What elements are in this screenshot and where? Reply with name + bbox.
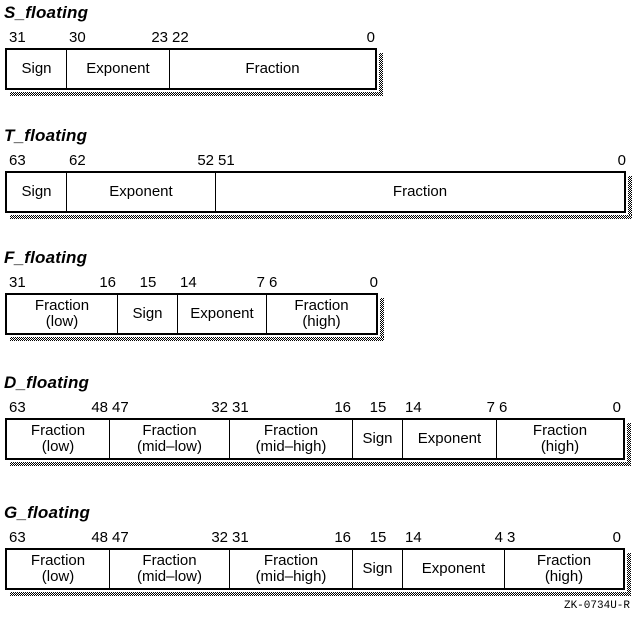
bit-number-label: 30 (69, 29, 86, 46)
bitfield-row (5, 293, 378, 335)
bitfield-box (5, 293, 378, 335)
field-label: Exponent (86, 60, 150, 77)
field-label: Exponent (421, 560, 486, 577)
field-label: Sign (362, 560, 393, 577)
box-shadow-right (628, 176, 632, 219)
bit-number-label: 15 (139, 274, 157, 291)
field-label: Fraction (536, 552, 592, 569)
bit-number-label: 15 (369, 399, 387, 416)
bit-number-label: 62 (69, 152, 86, 169)
bitfield-row (5, 418, 625, 460)
field-label: Fraction (245, 60, 300, 77)
field-cell-exponent (178, 295, 267, 333)
field-label: Exponent (109, 183, 173, 200)
field-label: Fraction (392, 183, 448, 200)
bit-number-label: 48 (91, 399, 108, 416)
bitfield-box (5, 48, 377, 90)
field-cell-fraction-low (7, 550, 110, 588)
box-shadow-bottom (10, 337, 384, 341)
bit-number-label: 0 (366, 29, 375, 46)
field-cell-fraction-mid-high (230, 420, 353, 458)
box-shadow-bottom (10, 92, 383, 96)
format-title: F_floating (4, 248, 88, 267)
bit-number-label: 6 (269, 274, 278, 291)
bit-number-label: 52 (197, 152, 214, 169)
field-label: Fraction (34, 297, 90, 314)
field-label: (high) (302, 313, 341, 330)
field-label: Exponent (190, 305, 254, 322)
bit-number-label: 48 (91, 529, 108, 546)
field-label: Exponent (417, 430, 482, 447)
field-label: Fraction (263, 422, 319, 439)
format-title: S_floating (4, 3, 89, 22)
field-label: (low) (41, 438, 75, 455)
bit-number-label: 63 (9, 529, 26, 546)
field-cell-fraction-high (497, 420, 623, 458)
bit-number-label: 14 (405, 399, 422, 416)
field-cell-sign (353, 550, 403, 588)
field-label: Fraction (142, 422, 197, 439)
box-shadow-right (379, 53, 383, 96)
bit-number-label: 47 (112, 529, 129, 546)
bit-number-label: 4 (494, 529, 503, 546)
bit-number-label: 63 (9, 152, 26, 169)
bit-number-label: 6 (499, 399, 508, 416)
box-shadow-bottom (10, 592, 631, 596)
bit-number-label: 15 (369, 529, 387, 546)
bit-number-label: 16 (99, 274, 116, 291)
box-shadow-bottom (10, 462, 631, 466)
bitfield-box (5, 171, 626, 213)
bit-number-row (5, 523, 625, 548)
field-cell-fraction-mid-low (110, 420, 230, 458)
format-title: D_floating (4, 373, 90, 392)
bitfield-row (5, 48, 377, 90)
field-cell-fraction (216, 173, 624, 211)
field-cell-exponent (403, 550, 505, 588)
box-shadow-right (627, 553, 631, 596)
bit-number-label: 16 (334, 399, 351, 416)
bit-number-row (5, 393, 625, 418)
field-cell-sign (353, 420, 403, 458)
bit-number-label: 31 (9, 29, 26, 46)
bitfield-box (5, 418, 625, 460)
bit-number-label: 31 (9, 274, 26, 291)
bit-number-label: 0 (369, 274, 378, 291)
field-cell-fraction-low (7, 295, 118, 333)
bit-number-label: 51 (218, 152, 235, 169)
field-cell-exponent (67, 173, 216, 211)
bit-number-label: 31 (232, 529, 249, 546)
bit-number-label: 32 (211, 399, 228, 416)
field-cell-sign (118, 295, 178, 333)
diagram-f-floating (5, 248, 378, 335)
diagram-t-floating (5, 126, 626, 213)
field-cell-exponent (67, 50, 170, 88)
box-shadow-right (380, 298, 384, 341)
bit-number-label: 7 (486, 399, 495, 416)
diagram-d-floating (5, 373, 625, 460)
bitfield-row (5, 548, 625, 590)
bit-number-label: 63 (9, 399, 26, 416)
bit-number-label: 32 (211, 529, 228, 546)
field-cell-fraction-high (267, 295, 376, 333)
field-label: Fraction (294, 297, 349, 314)
field-cell-exponent (403, 420, 497, 458)
format-title: T_floating (4, 126, 88, 145)
box-shadow-bottom (10, 215, 632, 219)
bit-number-label: 0 (612, 399, 621, 416)
bit-number-label: 22 (172, 29, 189, 46)
diagram-s-floating (5, 3, 377, 90)
field-label: (low) (45, 313, 79, 330)
bit-number-label: 14 (180, 274, 197, 291)
field-label: Fraction (30, 552, 86, 569)
bit-number-label: 14 (405, 529, 422, 546)
field-label: Sign (21, 60, 52, 77)
bit-number-label: 47 (112, 399, 129, 416)
field-label: (high) (544, 568, 584, 585)
field-label: Fraction (30, 422, 86, 439)
bit-number-label: 31 (232, 399, 249, 416)
field-cell-fraction-high (505, 550, 623, 588)
field-cell-fraction (170, 50, 375, 88)
bit-number-label: 16 (334, 529, 351, 546)
field-label: (high) (540, 438, 580, 455)
bit-number-label: 7 (256, 274, 265, 291)
diagram-g-floating (5, 503, 625, 590)
bit-number-label: 0 (612, 529, 621, 546)
field-label: Fraction (142, 552, 197, 569)
field-label: (mid–low) (136, 438, 202, 455)
field-label: (low) (41, 568, 75, 585)
figure-id: ZK-0734U-R (563, 600, 630, 612)
field-cell-fraction-mid-high (230, 550, 353, 588)
field-label: (mid–high) (255, 568, 327, 585)
bit-number-label: 0 (617, 152, 626, 169)
bit-number-row (5, 23, 377, 48)
field-label: Sign (21, 183, 52, 200)
format-title: G_floating (4, 503, 91, 522)
field-cell-fraction-mid-low (110, 550, 230, 588)
field-label: (mid–high) (255, 438, 327, 455)
field-label: Sign (362, 430, 393, 447)
field-cell-sign (7, 173, 67, 211)
bitfield-row (5, 171, 626, 213)
bit-number-label: 23 (151, 29, 168, 46)
field-label: Fraction (532, 422, 588, 439)
box-shadow-right (627, 423, 631, 466)
field-label: Fraction (263, 552, 319, 569)
bit-number-row (5, 268, 378, 293)
bitfield-box (5, 548, 625, 590)
bit-number-label: 3 (507, 529, 516, 546)
field-label: Sign (132, 305, 163, 322)
field-cell-fraction-low (7, 420, 110, 458)
field-label: (mid–low) (136, 568, 202, 585)
bit-number-row (5, 146, 626, 171)
field-cell-sign (7, 50, 67, 88)
